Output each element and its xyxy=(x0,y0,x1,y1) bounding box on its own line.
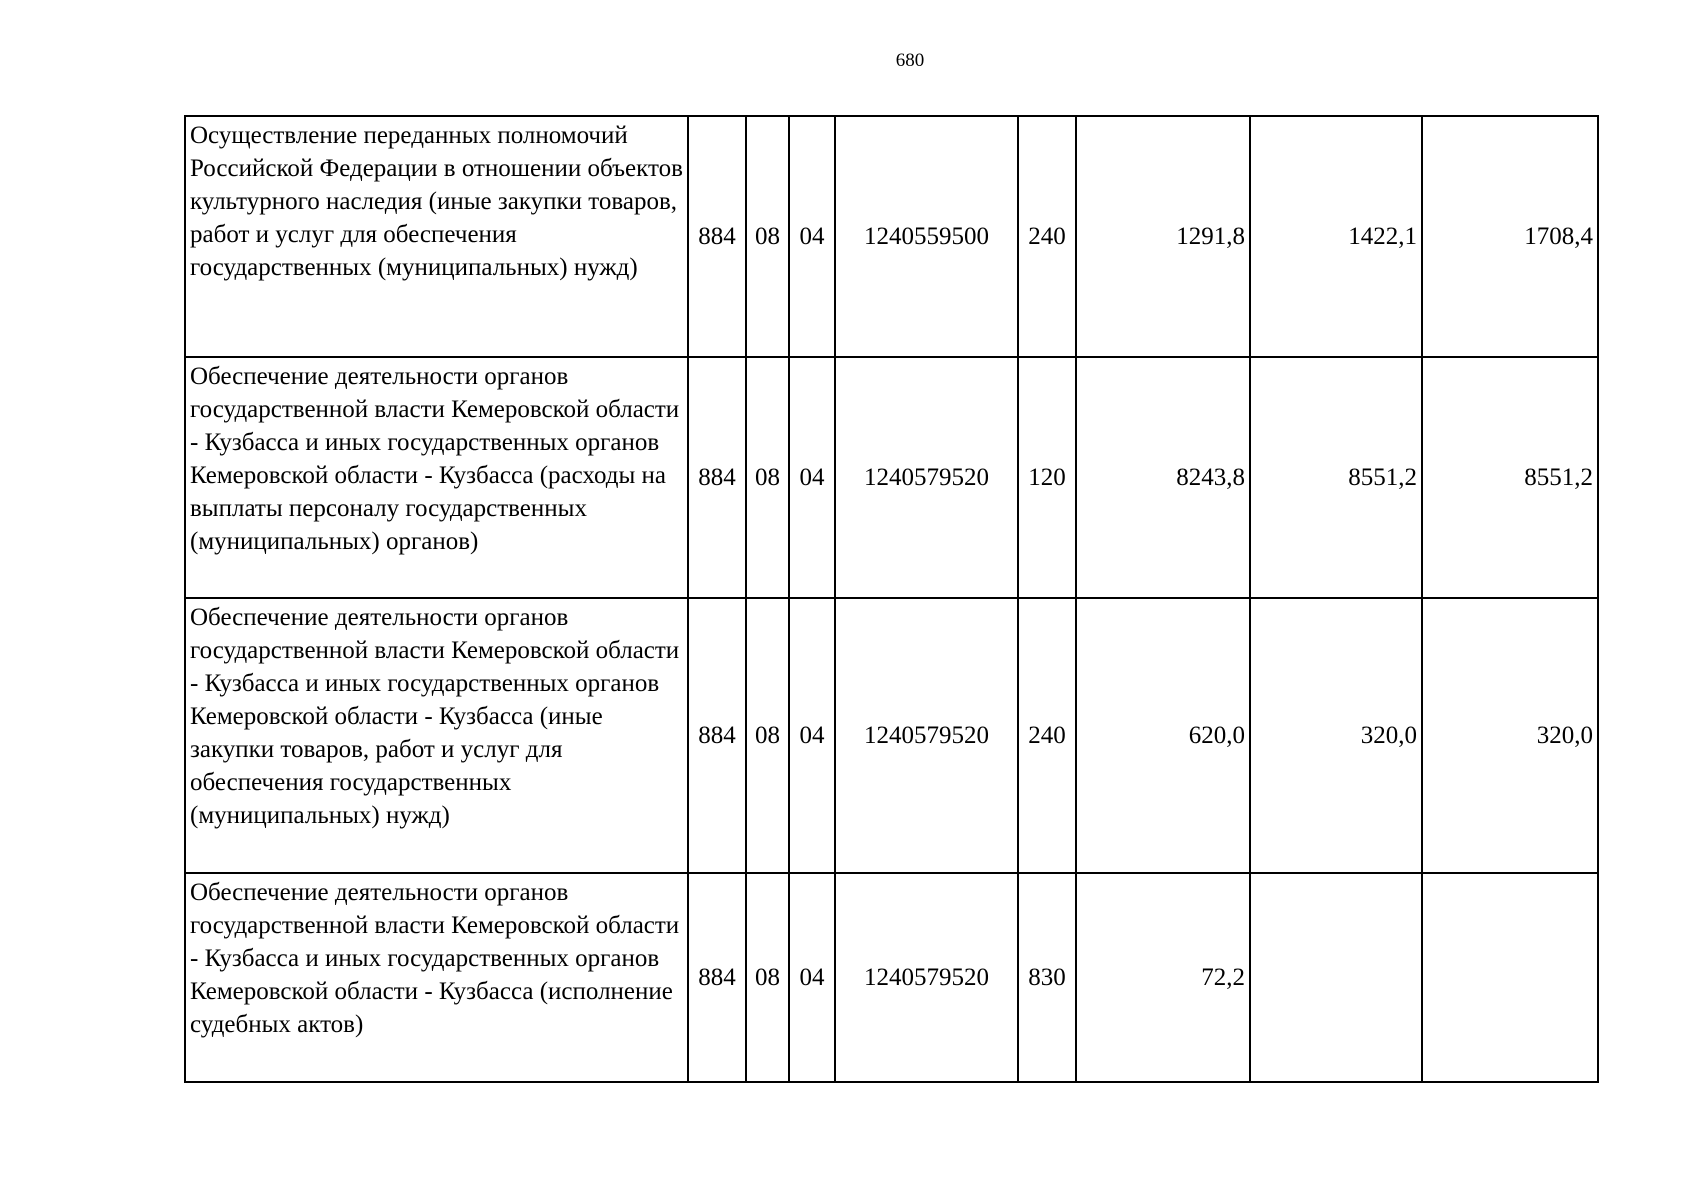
table-row xyxy=(185,357,1598,598)
amount-year-1: 72,2 xyxy=(1076,873,1250,1082)
row-description: Обеспечение деятельности органов государственной власти Кемеровской области - Кузбасса и иных государственных органов Кемеровской области - Кузбасса (расходы на выплаты персоналу государственных (муниципальных) органов) xyxy=(185,357,688,598)
table-row xyxy=(185,873,1598,1082)
row-description: Осуществление переданных полномочий Российской Федерации в отношении объектов культурного наследия (иные закупки товаров, работ и услуг для обеспечения государственных (муниципальных) нужд) xyxy=(185,116,688,357)
expense-type-code: 240 xyxy=(1018,116,1076,357)
target-article-code: 1240579520 xyxy=(835,873,1018,1082)
amount-year-3: 8551,2 xyxy=(1422,357,1598,598)
amount-year-3 xyxy=(1422,873,1598,1082)
row-description: Обеспечение деятельности органов государственной власти Кемеровской области - Кузбасса и иных государственных органов Кемеровской области - Кузбасса (исполнение судебных актов) xyxy=(185,873,688,1082)
section-code: 08 xyxy=(746,357,789,598)
expense-type-code: 240 xyxy=(1018,598,1076,873)
section-code: 08 xyxy=(746,598,789,873)
subsection-code: 04 xyxy=(789,598,835,873)
row-description: Обеспечение деятельности органов государственной власти Кемеровской области - Кузбасса и иных государственных органов Кемеровской области - Кузбасса (иные закупки товаров, работ и услуг для обеспечения государственных (муниципальных) нужд) xyxy=(185,598,688,873)
department-code: 884 xyxy=(688,598,746,873)
department-code: 884 xyxy=(688,116,746,357)
department-code: 884 xyxy=(688,873,746,1082)
subsection-code: 04 xyxy=(789,873,835,1082)
subsection-code: 04 xyxy=(789,116,835,357)
amount-year-1: 8243,8 xyxy=(1076,357,1250,598)
amount-year-1: 1291,8 xyxy=(1076,116,1250,357)
expense-type-code: 120 xyxy=(1018,357,1076,598)
page-number: 680 xyxy=(895,50,925,71)
section-code: 08 xyxy=(746,116,789,357)
table-row xyxy=(185,598,1598,873)
section-code: 08 xyxy=(746,873,789,1082)
amount-year-2: 320,0 xyxy=(1250,598,1422,873)
target-article-code: 1240579520 xyxy=(835,357,1018,598)
department-code: 884 xyxy=(688,357,746,598)
subsection-code: 04 xyxy=(789,357,835,598)
target-article-code: 1240559500 xyxy=(835,116,1018,357)
amount-year-3: 320,0 xyxy=(1422,598,1598,873)
target-article-code: 1240579520 xyxy=(835,598,1018,873)
budget-table xyxy=(184,115,1599,1083)
amount-year-2: 8551,2 xyxy=(1250,357,1422,598)
amount-year-2 xyxy=(1250,873,1422,1082)
table-row xyxy=(185,116,1598,357)
expense-type-code: 830 xyxy=(1018,873,1076,1082)
amount-year-2: 1422,1 xyxy=(1250,116,1422,357)
amount-year-1: 620,0 xyxy=(1076,598,1250,873)
amount-year-3: 1708,4 xyxy=(1422,116,1598,357)
